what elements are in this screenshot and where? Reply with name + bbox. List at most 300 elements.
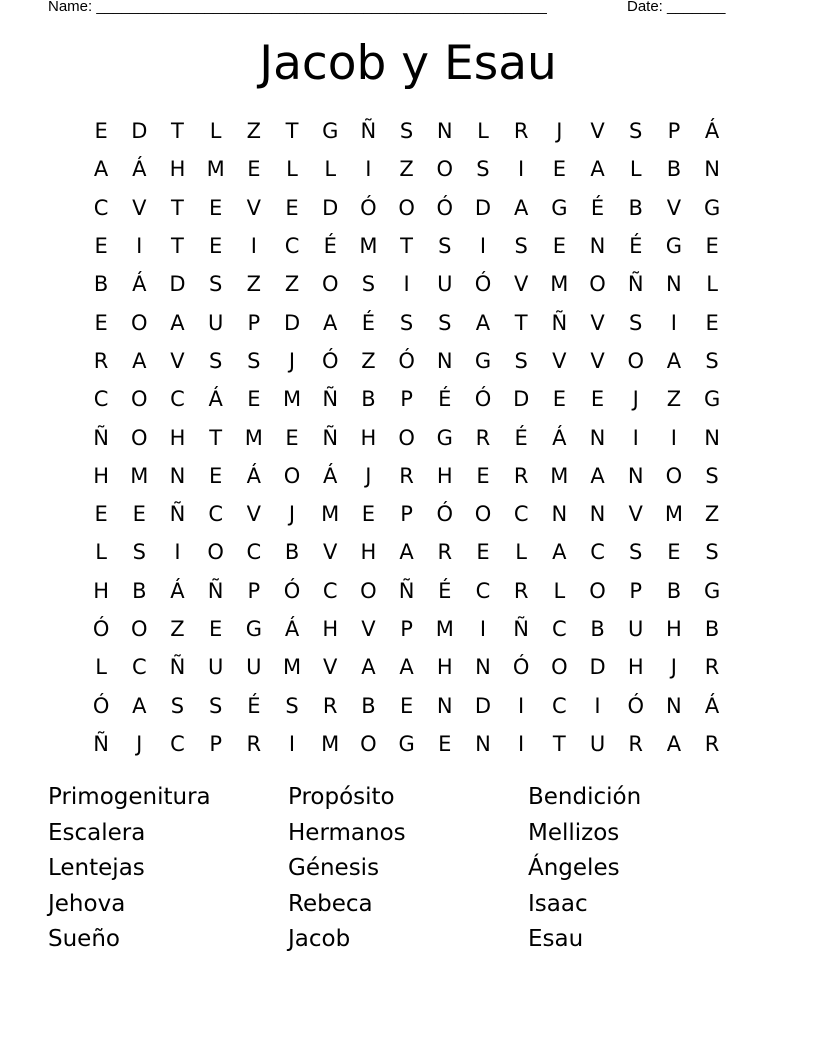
grid-letter[interactable]: V	[361, 617, 376, 641]
grid-letter[interactable]: B	[666, 157, 682, 182]
grid-letter[interactable]: A	[132, 693, 147, 718]
grid-letter[interactable]: O	[321, 272, 339, 297]
grid-letter[interactable]: A	[361, 655, 376, 680]
grid-letter[interactable]: C	[475, 578, 491, 603]
grid-letter[interactable]: R	[513, 119, 529, 144]
grid-letter[interactable]: S	[514, 234, 528, 259]
grid-letter[interactable]: O	[283, 463, 301, 488]
grid-letter[interactable]: T	[552, 731, 566, 756]
grid-letter[interactable]: V	[590, 310, 605, 335]
grid-letter[interactable]: A	[170, 310, 185, 335]
grid-letter[interactable]: O	[436, 157, 454, 182]
grid-letter[interactable]: P	[400, 502, 413, 527]
grid-letter[interactable]: T	[285, 119, 299, 144]
grid-letter[interactable]: É	[514, 425, 528, 450]
grid-letter[interactable]: Z	[704, 502, 720, 527]
grid-letter[interactable]: I	[174, 540, 181, 565]
grid-letter[interactable]: M	[206, 157, 225, 182]
grid-letter[interactable]: Z	[246, 119, 262, 144]
grid-letter[interactable]: Ó	[283, 578, 301, 603]
grid-letter[interactable]: C	[552, 693, 567, 718]
grid-letter[interactable]: H	[93, 578, 109, 603]
grid-letter[interactable]: I	[288, 731, 296, 756]
grid-letter[interactable]: N	[666, 693, 682, 718]
grid-letter[interactable]: I	[594, 693, 601, 718]
grid-letter[interactable]: J	[288, 502, 296, 527]
grid-letter[interactable]: E	[209, 463, 223, 488]
grid-letter[interactable]: A	[132, 348, 147, 373]
grid-letter[interactable]: N	[475, 731, 491, 756]
grid-letter[interactable]: Ó	[398, 348, 415, 373]
grid-letter[interactable]: V	[513, 272, 529, 297]
grid-letter[interactable]: P	[209, 731, 222, 756]
grid-letter[interactable]: Z	[246, 272, 262, 297]
grid-row	[82, 610, 732, 648]
grid-letter[interactable]: V	[552, 348, 567, 373]
grid-letter[interactable]: Á	[132, 157, 147, 182]
grid-letter[interactable]: T	[400, 234, 413, 259]
grid-letter[interactable]: É	[323, 234, 337, 259]
word-search-grid[interactable]	[82, 112, 732, 763]
grid-letter[interactable]: M	[282, 655, 302, 680]
grid-letter[interactable]: E	[705, 310, 719, 335]
grid-letter[interactable]: M	[321, 731, 340, 756]
grid-letter[interactable]: Ñ	[93, 425, 109, 450]
grid-letter[interactable]: E	[361, 502, 376, 527]
grid-letter[interactable]: M	[435, 617, 454, 641]
grid-letter[interactable]: Ó	[627, 693, 644, 718]
grid-letter[interactable]: R	[322, 693, 338, 718]
grid-letter[interactable]: P	[247, 578, 261, 603]
grid-letter[interactable]: Ó	[512, 655, 530, 680]
grid-letter[interactable]: I	[250, 234, 257, 259]
grid-letter[interactable]: Ñ	[627, 272, 644, 297]
grid-letter[interactable]: D	[513, 387, 530, 412]
grid-letter[interactable]: H	[360, 425, 377, 450]
grid-letter[interactable]: A	[666, 731, 682, 756]
grid-letter[interactable]: U	[628, 617, 644, 641]
grid-letter[interactable]: A	[666, 348, 682, 373]
grid-letter[interactable]: Ó	[360, 195, 377, 220]
grid-letter[interactable]: B	[704, 617, 720, 641]
grid-letter[interactable]: Ñ	[551, 310, 568, 335]
grid-letter[interactable]: É	[247, 693, 261, 718]
grid-letter[interactable]: Ñ	[169, 655, 186, 680]
grid-letter[interactable]: O	[131, 617, 148, 641]
grid-letter[interactable]: C	[93, 387, 109, 412]
grid-letter[interactable]: B	[93, 272, 109, 297]
grid-letter[interactable]: L	[515, 540, 527, 565]
grid-letter[interactable]: V	[666, 195, 682, 220]
grid-letter[interactable]: G	[436, 425, 453, 450]
grid-letter[interactable]: T	[171, 195, 184, 220]
grid-letter[interactable]: É	[438, 387, 452, 412]
grid-letter[interactable]: O	[131, 387, 148, 412]
grid-letter[interactable]: I	[479, 234, 487, 259]
grid-letter[interactable]: C	[322, 578, 338, 603]
grid-letter[interactable]: M	[321, 502, 340, 527]
grid-letter[interactable]: E	[705, 234, 719, 259]
worksheet-header	[48, 0, 748, 20]
grid-letter[interactable]: O	[589, 272, 606, 297]
grid-letter[interactable]: A	[323, 310, 338, 335]
grid-letter[interactable]: M	[550, 272, 569, 297]
grid-letter[interactable]: M	[130, 463, 149, 488]
grid-letter[interactable]: Ó	[474, 387, 492, 412]
grid-letter[interactable]: I	[136, 234, 143, 259]
grid-letter[interactable]: Ó	[474, 272, 492, 297]
grid-letter[interactable]: G	[245, 617, 262, 641]
grid-letter[interactable]: E	[209, 617, 223, 641]
grid-letter[interactable]: V	[590, 119, 605, 144]
grid-letter[interactable]: D	[474, 693, 492, 718]
grid-letter[interactable]: D	[131, 119, 148, 144]
grid-letter[interactable]: Á	[246, 463, 262, 488]
grid-letter[interactable]: J	[136, 731, 143, 756]
grid-letter[interactable]: Á	[284, 617, 300, 641]
grid-letter[interactable]: O	[627, 348, 644, 373]
grid-letter[interactable]: N	[627, 463, 644, 488]
grid-letter[interactable]: O	[474, 502, 492, 527]
grid-letter[interactable]: L	[209, 119, 222, 144]
grid-letter[interactable]: Ó	[92, 617, 110, 641]
word-list-item: Esau	[528, 926, 584, 952]
grid-letter[interactable]: É	[629, 234, 643, 259]
grid-letter[interactable]: Ñ	[322, 387, 339, 412]
grid-letter[interactable]: E	[285, 195, 299, 220]
grid-letter[interactable]: H	[627, 655, 644, 680]
word-list-item: Lentejas	[48, 855, 145, 881]
grid-letter[interactable]: N	[436, 348, 453, 373]
grid-letter[interactable]: E	[94, 502, 108, 527]
grid-letter[interactable]: O	[398, 425, 415, 450]
grid-letter[interactable]: M	[664, 502, 683, 527]
grid-letter[interactable]: Ó	[436, 502, 454, 527]
grid-letter[interactable]: S	[399, 119, 414, 144]
grid-letter[interactable]: E	[552, 387, 566, 412]
grid-letter[interactable]: D	[322, 195, 339, 220]
grid-letter[interactable]: R	[513, 578, 529, 603]
grid-letter[interactable]: B	[132, 578, 147, 603]
grid-letter[interactable]: R	[246, 731, 262, 756]
grid-letter[interactable]: E	[590, 387, 605, 412]
grid-letter[interactable]: G	[474, 348, 492, 373]
grid-letter[interactable]: Á	[132, 272, 147, 297]
grid-letter[interactable]: C	[513, 502, 529, 527]
grid-letter[interactable]: A	[513, 195, 529, 220]
grid-letter[interactable]: Á	[704, 693, 720, 718]
grid-letter[interactable]: P	[400, 387, 413, 412]
grid-letter[interactable]: T	[171, 234, 184, 259]
grid-letter[interactable]: R	[513, 463, 529, 488]
grid-letter[interactable]: L	[629, 157, 642, 182]
grid-letter[interactable]: T	[209, 425, 223, 450]
grid-letter[interactable]: B	[628, 195, 643, 220]
grid-letter[interactable]: J	[288, 348, 296, 373]
grid-letter[interactable]: L	[286, 157, 298, 182]
name-field-label[interactable]: Name: ______________________________________________________	[48, 0, 547, 15]
grid-letter[interactable]: G	[703, 387, 721, 412]
grid-letter[interactable]: E	[247, 157, 261, 182]
grid-letter[interactable]: L	[95, 540, 107, 565]
grid-letter[interactable]: B	[284, 540, 300, 565]
grid-letter[interactable]: Z	[399, 157, 414, 182]
grid-letter[interactable]: S	[705, 348, 719, 373]
grid-letter[interactable]: D	[283, 310, 301, 335]
grid-letter[interactable]: U	[246, 655, 262, 680]
grid-letter[interactable]: G	[703, 195, 721, 220]
grid-letter[interactable]: Á	[704, 119, 720, 144]
grid-letter[interactable]: H	[666, 617, 682, 641]
grid-letter[interactable]: C	[170, 387, 185, 412]
grid-letter[interactable]: C	[131, 655, 147, 680]
grid-letter[interactable]: U	[437, 272, 453, 297]
grid-letter[interactable]: É	[590, 195, 605, 220]
grid-letter[interactable]: Ñ	[322, 425, 339, 450]
grid-letter[interactable]: H	[169, 157, 186, 182]
grid-letter[interactable]: D	[589, 655, 606, 680]
grid-letter[interactable]: B	[361, 387, 376, 412]
grid-letter[interactable]: D	[169, 272, 186, 297]
grid-letter[interactable]: B	[666, 578, 682, 603]
grid-letter[interactable]: U	[207, 310, 224, 335]
grid-letter[interactable]: C	[552, 617, 567, 641]
grid-letter[interactable]: S	[476, 157, 490, 182]
grid-letter[interactable]: R	[628, 731, 644, 756]
grid-letter[interactable]: V	[323, 540, 338, 565]
grid-letter[interactable]: P	[667, 119, 681, 144]
grid-letter[interactable]: O	[360, 731, 377, 756]
grid-letter[interactable]: Ó	[92, 693, 110, 718]
grid-letter[interactable]: S	[438, 234, 452, 259]
grid-letter[interactable]: V	[132, 195, 147, 220]
grid-letter[interactable]: L	[324, 157, 337, 182]
grid-letter[interactable]: Á	[170, 578, 185, 603]
grid-letter[interactable]: E	[94, 310, 108, 335]
grid-letter[interactable]: G	[398, 731, 415, 756]
grid-letter[interactable]: Ó	[436, 195, 454, 220]
grid-letter[interactable]: E	[209, 234, 223, 259]
grid-letter[interactable]: C	[284, 234, 300, 259]
grid-row	[82, 265, 732, 303]
grid-letter[interactable]: S	[705, 463, 719, 488]
grid-letter[interactable]: P	[629, 578, 643, 603]
grid-letter[interactable]: S	[438, 310, 452, 335]
grid-letter[interactable]: R	[704, 655, 720, 680]
grid-letter[interactable]: I	[365, 157, 372, 182]
grid-letter[interactable]: C	[170, 731, 185, 756]
grid-letter[interactable]: I	[632, 425, 639, 450]
grid-letter[interactable]: H	[436, 655, 453, 680]
date-field-label[interactable]: Date: _______	[627, 0, 726, 15]
grid-letter[interactable]: R	[437, 540, 453, 565]
grid-letter[interactable]: J	[556, 119, 563, 144]
grid-letter[interactable]: R	[704, 731, 720, 756]
grid-letter[interactable]: S	[132, 540, 146, 565]
grid-letter[interactable]: S	[208, 348, 223, 373]
grid-letter[interactable]: L	[477, 119, 489, 144]
grid-letter[interactable]: H	[360, 540, 377, 565]
grid-letter[interactable]: I	[518, 157, 525, 182]
grid-letter[interactable]: E	[476, 540, 490, 565]
grid-letter[interactable]: E	[285, 425, 299, 450]
grid-letter[interactable]: A	[399, 655, 414, 680]
grid-letter[interactable]: E	[438, 731, 452, 756]
grid-letter[interactable]: U	[207, 655, 224, 680]
grid-letter[interactable]: Ñ	[513, 617, 530, 641]
grid-letter[interactable]: D	[474, 195, 492, 220]
grid-letter[interactable]: T	[514, 310, 528, 335]
grid-letter[interactable]: E	[667, 540, 681, 565]
word-list-item: Escalera	[48, 819, 146, 846]
grid-letter[interactable]: E	[476, 463, 490, 488]
grid-letter[interactable]: J	[365, 463, 372, 488]
grid-letter[interactable]: S	[629, 540, 643, 565]
grid-letter[interactable]: Ñ	[207, 578, 224, 603]
grid-letter[interactable]: S	[361, 272, 376, 297]
grid-letter[interactable]: L	[95, 655, 107, 680]
grid-letter[interactable]: H	[169, 425, 186, 450]
grid-letter[interactable]: I	[518, 731, 525, 756]
grid-letter[interactable]: Z	[666, 387, 682, 412]
grid-letter[interactable]: Ñ	[169, 502, 186, 527]
grid-letter[interactable]: A	[552, 540, 567, 565]
grid-letter[interactable]: P	[400, 617, 413, 641]
grid-letter[interactable]: S	[208, 693, 223, 718]
grid-letter[interactable]: G	[551, 195, 568, 220]
grid-letter[interactable]: E	[94, 119, 108, 144]
grid-letter[interactable]: B	[590, 617, 605, 641]
grid-letter[interactable]: A	[590, 157, 605, 182]
grid-letter[interactable]: S	[208, 272, 223, 297]
grid-letter[interactable]: Á	[323, 463, 338, 488]
grid-letter[interactable]: N	[704, 425, 720, 450]
grid-letter[interactable]: Z	[361, 348, 376, 373]
grid-letter[interactable]: V	[323, 655, 338, 680]
grid-letter[interactable]: N	[475, 655, 491, 680]
grid-letter[interactable]: T	[171, 119, 184, 144]
grid-letter[interactable]: C	[590, 540, 605, 565]
word-list-item: Primogenitura	[48, 784, 211, 810]
grid-letter[interactable]: Á	[552, 425, 567, 450]
grid-letter[interactable]: N	[666, 272, 682, 297]
grid-letter[interactable]: O	[398, 195, 415, 220]
grid-letter[interactable]: O	[665, 463, 683, 488]
grid-letter[interactable]: I	[670, 310, 677, 335]
grid-letter[interactable]: O	[360, 578, 377, 603]
grid-letter[interactable]: N	[589, 234, 606, 259]
grid-letter[interactable]: E	[209, 195, 223, 220]
grid-letter[interactable]: I	[403, 272, 410, 297]
grid-letter[interactable]: V	[590, 348, 605, 373]
grid-letter[interactable]: E	[399, 693, 414, 718]
grid-letter[interactable]: N	[589, 502, 606, 527]
grid-letter[interactable]: G	[665, 234, 683, 259]
grid-letter[interactable]: Ñ	[360, 119, 377, 144]
grid-letter[interactable]: Ó	[321, 348, 339, 373]
grid-letter[interactable]: V	[246, 502, 262, 527]
grid-letter[interactable]: N	[169, 463, 186, 488]
grid-letter[interactable]: V	[246, 195, 262, 220]
grid-letter[interactable]: E	[552, 234, 566, 259]
grid-letter[interactable]: Z	[170, 617, 185, 641]
grid-letter[interactable]: O	[131, 425, 148, 450]
grid-letter[interactable]: E	[132, 502, 146, 527]
grid-letter[interactable]: O	[589, 578, 606, 603]
grid-letter[interactable]: C	[246, 540, 262, 565]
grid-letter[interactable]: G	[322, 119, 339, 144]
grid-letter[interactable]: L	[553, 578, 566, 603]
grid-letter[interactable]: M	[244, 425, 263, 450]
grid-letter[interactable]: N	[589, 425, 606, 450]
grid-letter[interactable]: S	[285, 693, 299, 718]
grid-letter[interactable]: I	[670, 425, 677, 450]
grid-letter[interactable]: J	[670, 655, 677, 680]
grid-letter[interactable]: Ñ	[93, 731, 109, 756]
grid-letter[interactable]: N	[436, 693, 453, 718]
grid-letter[interactable]: S	[399, 310, 414, 335]
grid-letter[interactable]: E	[552, 157, 566, 182]
grid-letter[interactable]: O	[131, 310, 148, 335]
grid-letter[interactable]: H	[93, 463, 109, 488]
grid-letter[interactable]: Ñ	[398, 578, 415, 603]
grid-letter[interactable]: I	[518, 693, 525, 718]
grid-letter[interactable]: L	[706, 272, 718, 297]
grid-letter[interactable]: O	[207, 540, 224, 565]
grid-letter[interactable]: E	[94, 234, 108, 259]
grid-letter[interactable]: B	[361, 693, 376, 718]
grid-letter[interactable]: I	[479, 617, 487, 641]
grid-letter[interactable]: C	[208, 502, 223, 527]
grid-letter[interactable]: S	[170, 693, 185, 718]
grid-letter[interactable]: R	[475, 425, 491, 450]
grid-letter[interactable]: A	[590, 463, 605, 488]
grid-letter[interactable]: S	[705, 540, 719, 565]
grid-letter[interactable]: V	[628, 502, 643, 527]
grid-letter[interactable]: S	[629, 310, 643, 335]
grid-letter[interactable]: É	[438, 578, 452, 603]
grid-letter[interactable]: S	[514, 348, 528, 373]
grid-letter[interactable]: S	[629, 119, 643, 144]
grid-letter[interactable]: Z	[284, 272, 300, 297]
grid-letter[interactable]: C	[93, 195, 109, 220]
grid-letter[interactable]: R	[399, 463, 414, 488]
grid-letter[interactable]: O	[551, 655, 568, 680]
grid-letter[interactable]: E	[247, 387, 261, 412]
grid-letter[interactable]: M	[550, 463, 569, 488]
grid-letter[interactable]: A	[475, 310, 491, 335]
grid-letter[interactable]: M	[282, 387, 302, 412]
grid-row	[82, 227, 732, 265]
grid-letter[interactable]: N	[436, 119, 453, 144]
grid-letter[interactable]: Á	[208, 387, 223, 412]
grid-letter[interactable]: G	[703, 578, 721, 603]
grid-letter[interactable]: A	[93, 157, 109, 182]
grid-letter[interactable]: N	[551, 502, 568, 527]
grid-letter[interactable]: S	[247, 348, 261, 373]
grid-letter[interactable]: V	[170, 348, 185, 373]
grid-letter[interactable]: M	[359, 234, 378, 259]
grid-letter[interactable]: H	[436, 463, 453, 488]
grid-letter[interactable]: J	[632, 387, 639, 412]
grid-letter[interactable]: A	[399, 540, 414, 565]
grid-letter[interactable]: N	[704, 157, 720, 182]
grid-letter[interactable]: R	[93, 348, 109, 373]
grid-letter[interactable]: H	[322, 617, 339, 641]
grid-letter[interactable]: É	[361, 310, 376, 335]
grid-letter[interactable]: U	[589, 731, 606, 756]
grid-letter[interactable]: P	[247, 310, 261, 335]
